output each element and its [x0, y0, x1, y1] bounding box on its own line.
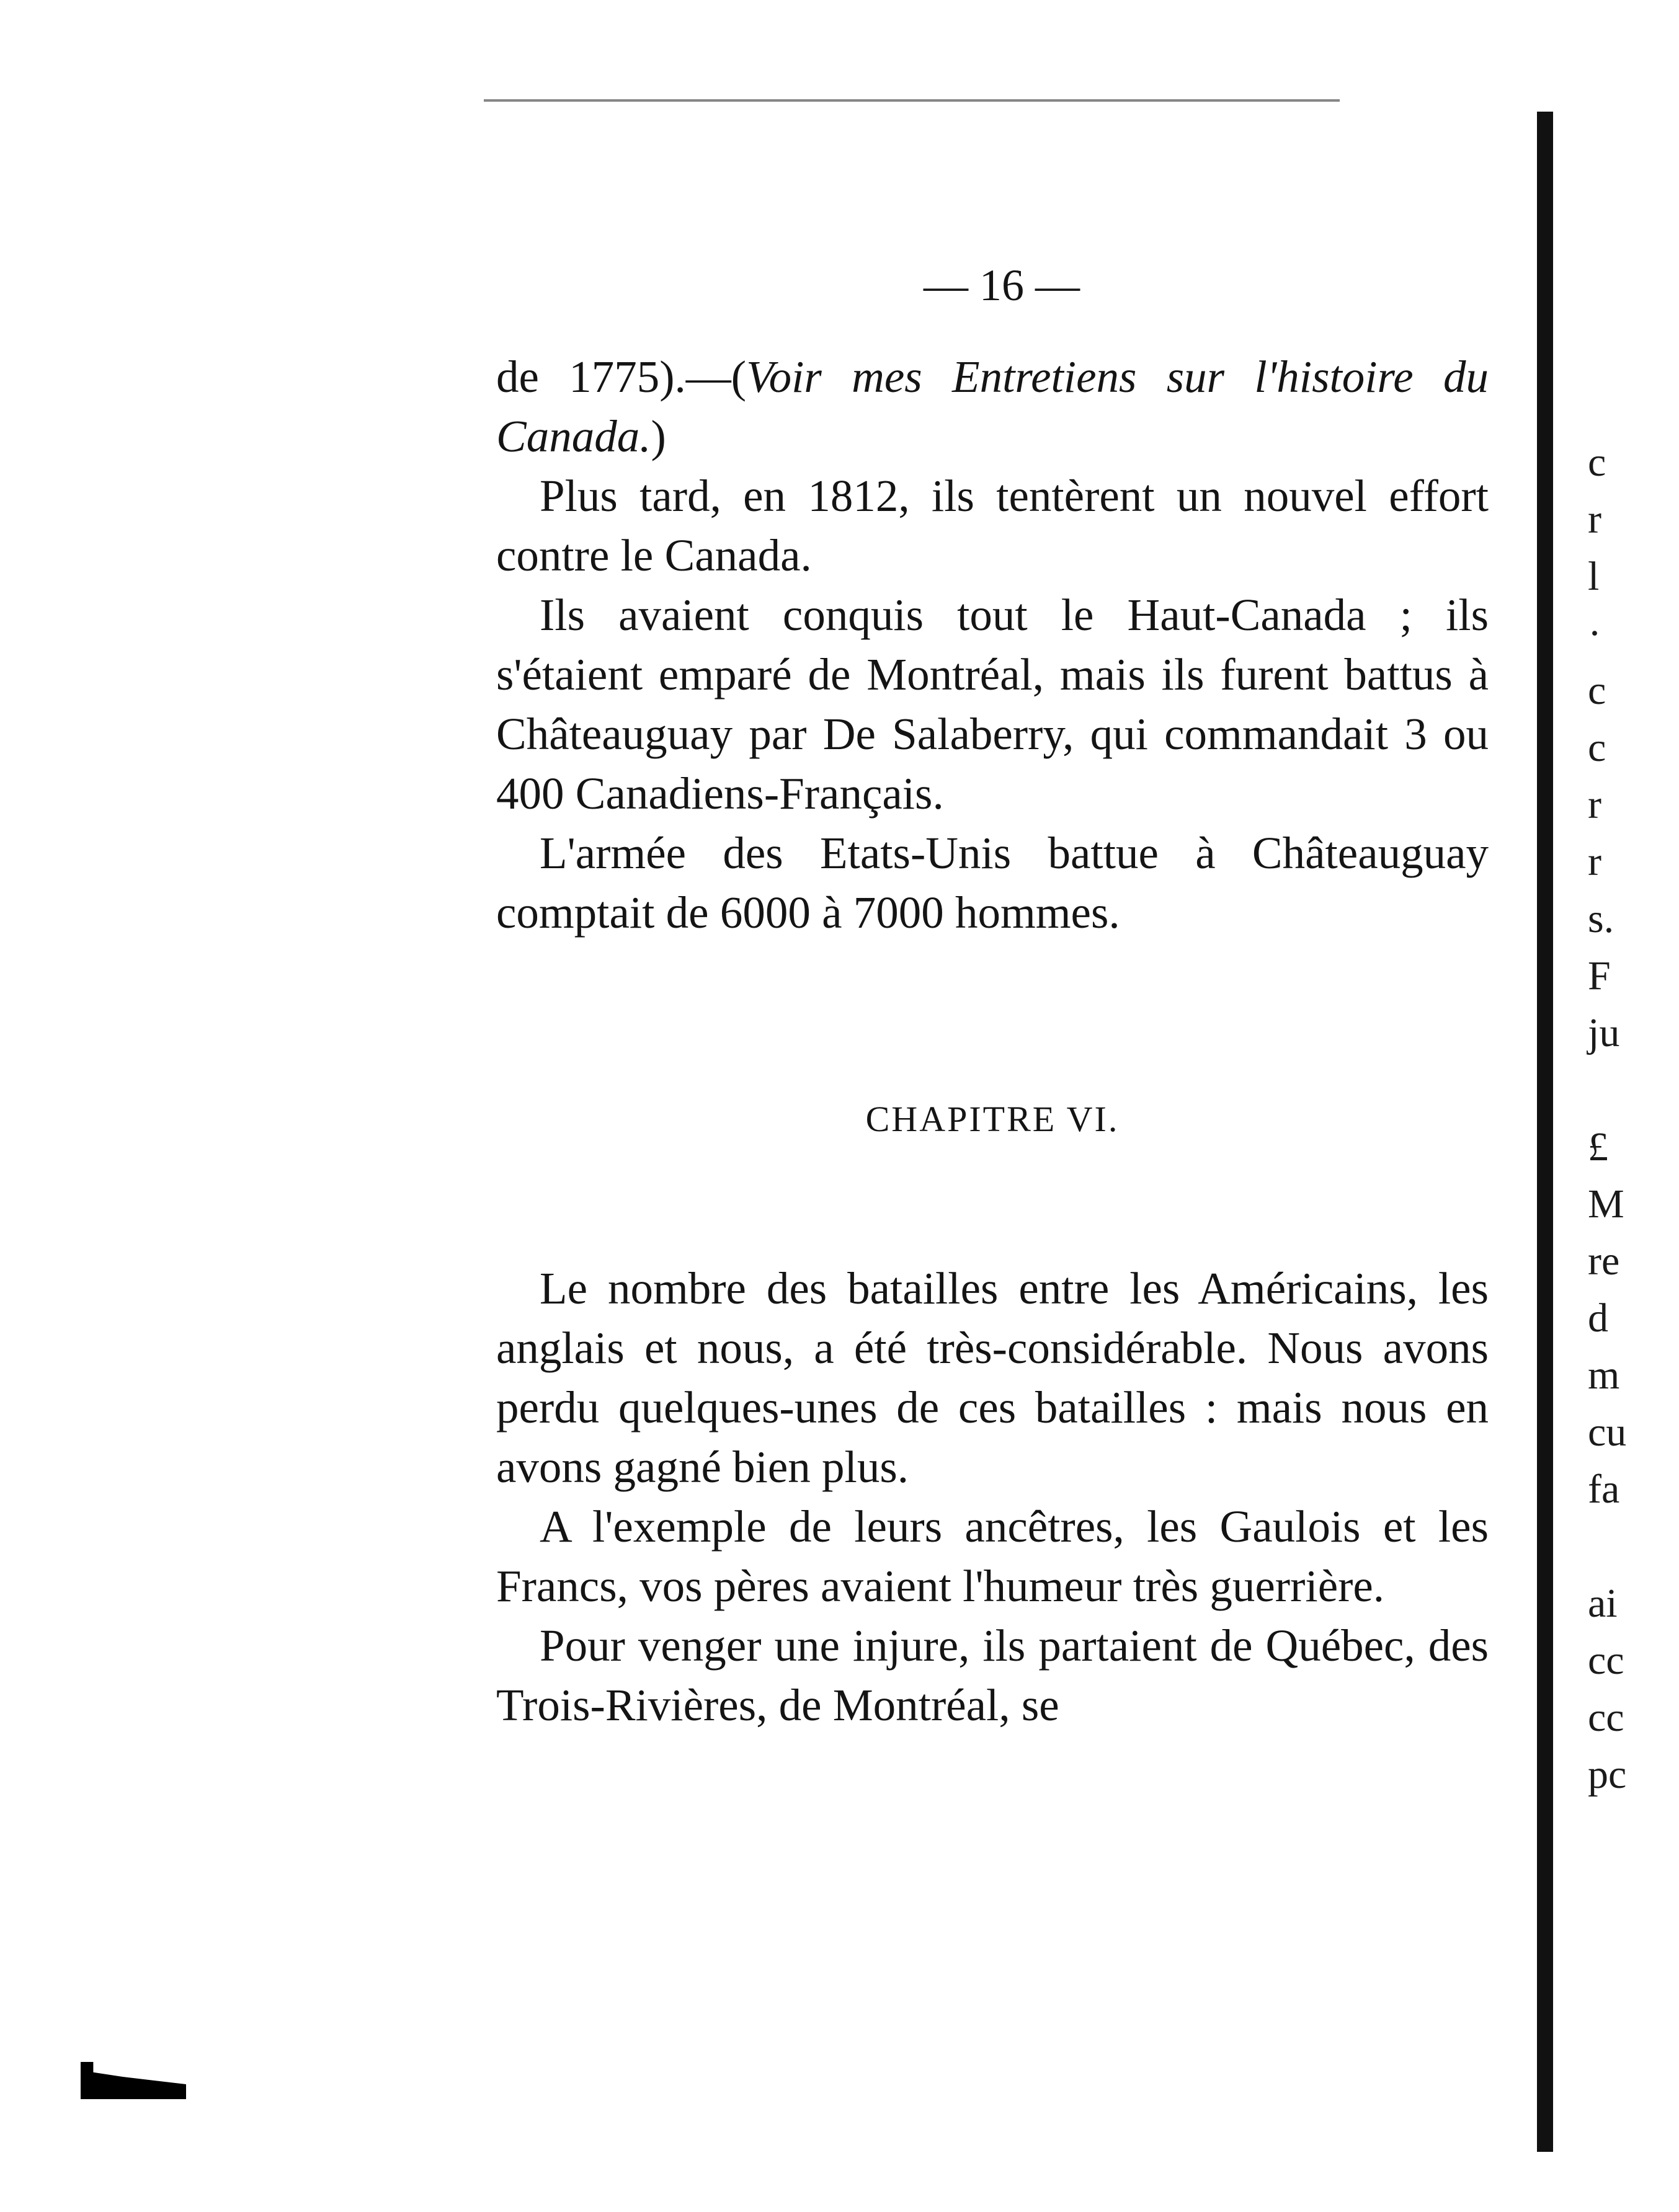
neighbor-fragment: · [1588, 611, 1601, 656]
text-after-chapter [496, 1259, 1489, 1735]
neighbor-page-fragments [1588, 434, 1679, 1803]
text-before-chapter [496, 347, 1489, 943]
neighbor-fragment: cu [1588, 1410, 1627, 1455]
neighbor-fragment: re [1588, 1238, 1620, 1284]
neighbor-fragment: r [1588, 497, 1601, 542]
paragraph: L'armée des Etats-Unis battue à Châteauguay comptait de 6000 à 7000 hommes. [496, 828, 1489, 938]
paragraph: Plus tard, en 1812, ils tentèrent un nouvel effort contre le Canada. [496, 471, 1489, 580]
page-number: — 16 — [924, 260, 1080, 310]
neighbor-fragment: r [1588, 839, 1601, 884]
neighbor-fragment: ai [1588, 1581, 1618, 1626]
neighbor-fragment: cc [1588, 1695, 1624, 1740]
neighbor-fragment [1588, 1062, 1679, 1119]
neighbor-fragment: pc [1588, 1752, 1627, 1797]
neighbor-fragment: ju [1588, 1010, 1620, 1055]
neighbor-fragment: fa [1588, 1467, 1620, 1512]
paragraph: Le nombre des batailles entre les Américains, les anglais et nous, a été très-considérable. Nous avons perdu quelques-unes de ces batailles : mais nous en avons gagné bien plus. [496, 1263, 1489, 1492]
neighbor-fragment: r [1588, 782, 1601, 827]
neighbor-fragment: M [1588, 1181, 1624, 1227]
paragraph: A l'exemple de leurs ancêtres, les Gaulois et les Francs, vos pères avaient l'humeur très guerrière. [496, 1501, 1489, 1611]
continuation-italic: Voir mes Entretiens sur l'histoire du Canada. [496, 352, 1489, 461]
chapter-title: CHAPITRE VI. [865, 1099, 1120, 1139]
continuation-suffix: ) [651, 411, 666, 461]
continuation-prefix: de 1775).—( [496, 352, 747, 402]
neighbor-fragment: l [1588, 554, 1600, 599]
neighbor-fragment: F [1588, 953, 1611, 998]
neighbor-fragment: £ [1588, 1124, 1608, 1170]
neighbor-fragment: c [1588, 725, 1606, 770]
neighbor-fragment: c [1588, 668, 1606, 713]
scan-edge-mark [81, 2062, 186, 2099]
neighbor-fragment: d [1588, 1295, 1608, 1341]
gutter-bar [1537, 112, 1553, 2152]
paragraph: Pour venger une injure, ils partaient de Québec, des Trois-Rivières, de Montréal, se [496, 1620, 1489, 1730]
neighbor-fragment [1588, 1518, 1679, 1575]
neighbor-fragment: s. [1588, 896, 1614, 941]
paragraph: Ils avaient conquis tout le Haut-Canada ; ils s'étaient emparé de Montréal, mais ils furent battus à Châteauguay par De Salaberry, qui commandait 3 ou 400 Canadiens-Français. [496, 590, 1489, 819]
continuation-paragraph [496, 347, 1489, 466]
neighbor-fragment: m [1588, 1353, 1620, 1398]
neighbor-fragment: c [1588, 440, 1606, 485]
neighbor-fragment: cc [1588, 1638, 1624, 1683]
top-rule [484, 99, 1340, 102]
